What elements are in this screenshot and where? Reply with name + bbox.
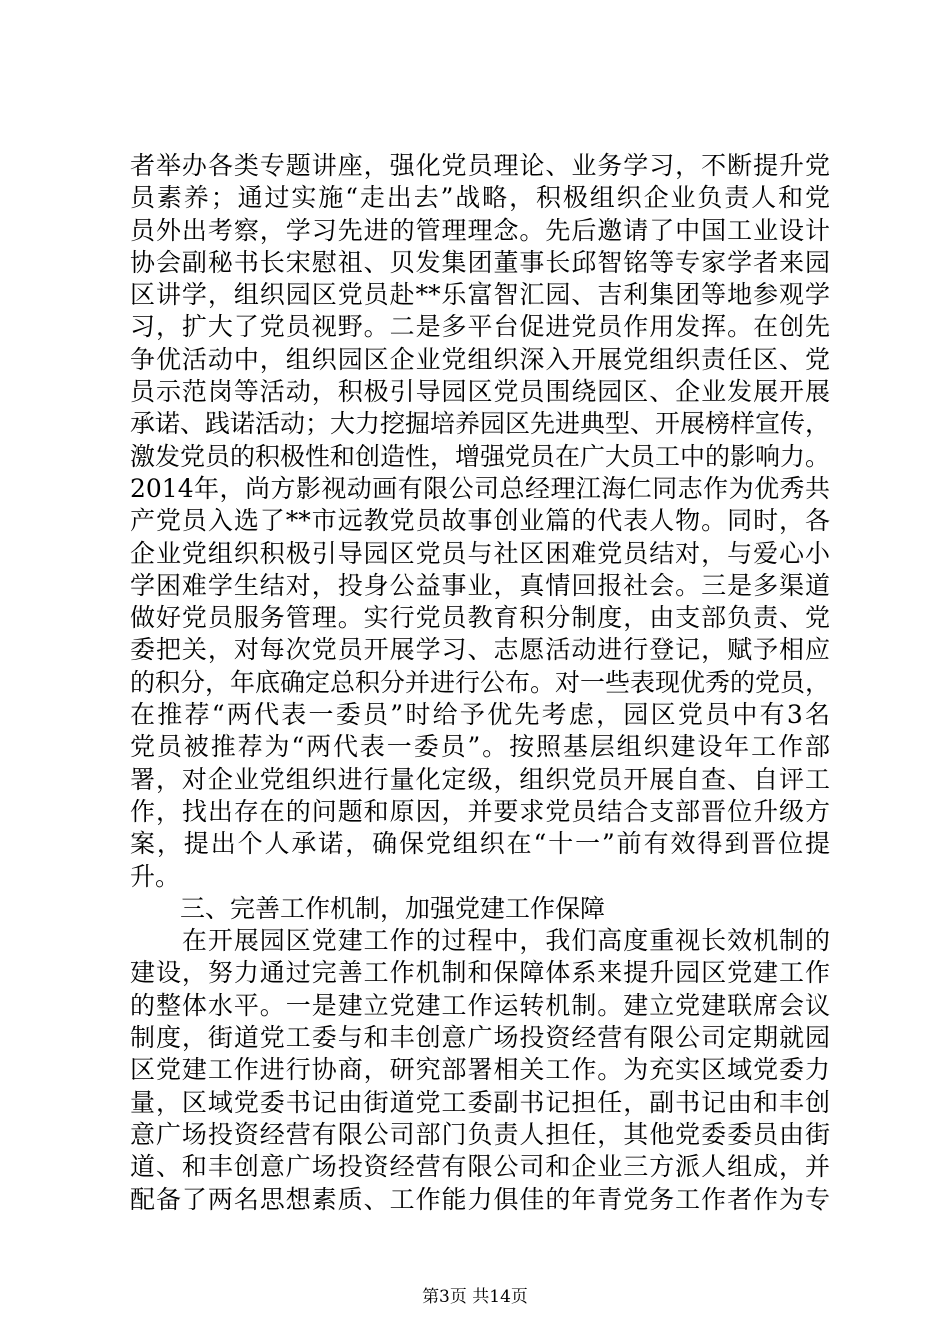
page-footer: 第3页 共14页 [422,1287,528,1307]
text-line: 量，区域党委书记由街道党工委副书记担任，副书记由和丰创 [130,1087,830,1117]
text-line: 升。 [130,861,181,891]
text-line: 员外出考察，学习先进的管理理念。先后邀请了中国工业设计 [130,215,830,245]
text-line: 者举办各类专题讲座，强化党员理论、业务学习，不断提升党 [130,151,830,180]
text-line: 区党建工作进行协商，研究部署相关工作。为充实区域党委力 [130,1055,830,1085]
text-line: 署，对企业党组织进行量化定级，组织党员开展自查、自评工 [130,764,830,794]
text-line: 委把关，对每次党员开展学习、志愿活动进行登记，赋予相应 [130,635,830,665]
text-line: 三、完善工作机制，加强党建工作保障 [130,893,606,923]
text-line: 在开展园区党建工作的过程中，我们高度重视长效机制的 [130,926,830,956]
text-line: 争优活动中，组织园区企业党组织深入开展党组织责任区、党 [130,344,830,374]
text-line: 员示范岗等活动，积极引导园区党员围绕园区、企业发展开展 [130,377,830,407]
text-line: 习，扩大了党员视野。二是多平台促进党员作用发挥。在创先 [130,312,830,342]
text-line: 在推荐“两代表一委员”时给予优先考虑，园区党员中有3名 [130,700,830,730]
text-line: 道、和丰创意广场投资经营有限公司和企业三方派人组成，并 [130,1152,830,1182]
text-line: 激发党员的积极性和创造性，增强党员在广大员工中的影响力。 [130,441,831,471]
text-line: 意广场投资经营有限公司部门负责人担任，其他党委委员由街 [130,1119,830,1149]
text-line: 作，找出存在的问题和原因，并要求党员结合支部晋位升级方 [130,796,830,826]
text-line: 协会副秘书长宋慰祖、贝发集团董事长邱智铭等专家学者来园 [130,247,830,277]
document-body [130,150,830,1216]
text-line: 员素养；通过实施“走出去”战略，积极组织企业负责人和党 [130,183,830,213]
text-line: 企业党组织积极引导园区党员与社区困难党员结对，与爱心小 [130,538,830,568]
text-line: 学困难学生结对，投身公益事业，真情回报社会。三是多渠道 [130,570,830,600]
text-line: 制度，街道党工委与和丰创意广场投资经营有限公司定期就园 [130,1023,830,1053]
text-line: 区讲学，组织园区党员赴**乐富智汇园、吉利集团等地参观学 [130,280,830,310]
text-line: 承诺、践诺活动；大力挖掘培养园区先进典型、开展榜样宣传， [130,409,831,439]
text-line: 产党员入选了**市远教党员故事创业篇的代表人物。同时，各 [130,506,830,536]
text-line: 2014年，尚方影视动画有限公司总经理江海仁同志作为优秀共 [130,473,830,503]
text-line: 的整体水平。一是建立党建工作运转机制。建立党建联席会议 [130,990,830,1020]
text-line: 案，提出个人承诺，确保党组织在“十一”前有效得到晋位提 [130,829,830,859]
text-line: 做好党员服务管理。实行党员教育积分制度，由支部负责、党 [130,603,830,633]
text-line: 党员被推荐为“两代表一委员”。按照基层组织建设年工作部 [130,732,830,762]
text-line: 的积分，年底确定总积分并进行公布。对一些表现优秀的党员， [130,667,831,697]
text-line: 配备了两名思想素质、工作能力俱佳的年青党务工作者作为专 [130,1184,830,1214]
text-line: 建设，努力通过完善工作机制和保障体系来提升园区党建工作 [130,958,830,988]
